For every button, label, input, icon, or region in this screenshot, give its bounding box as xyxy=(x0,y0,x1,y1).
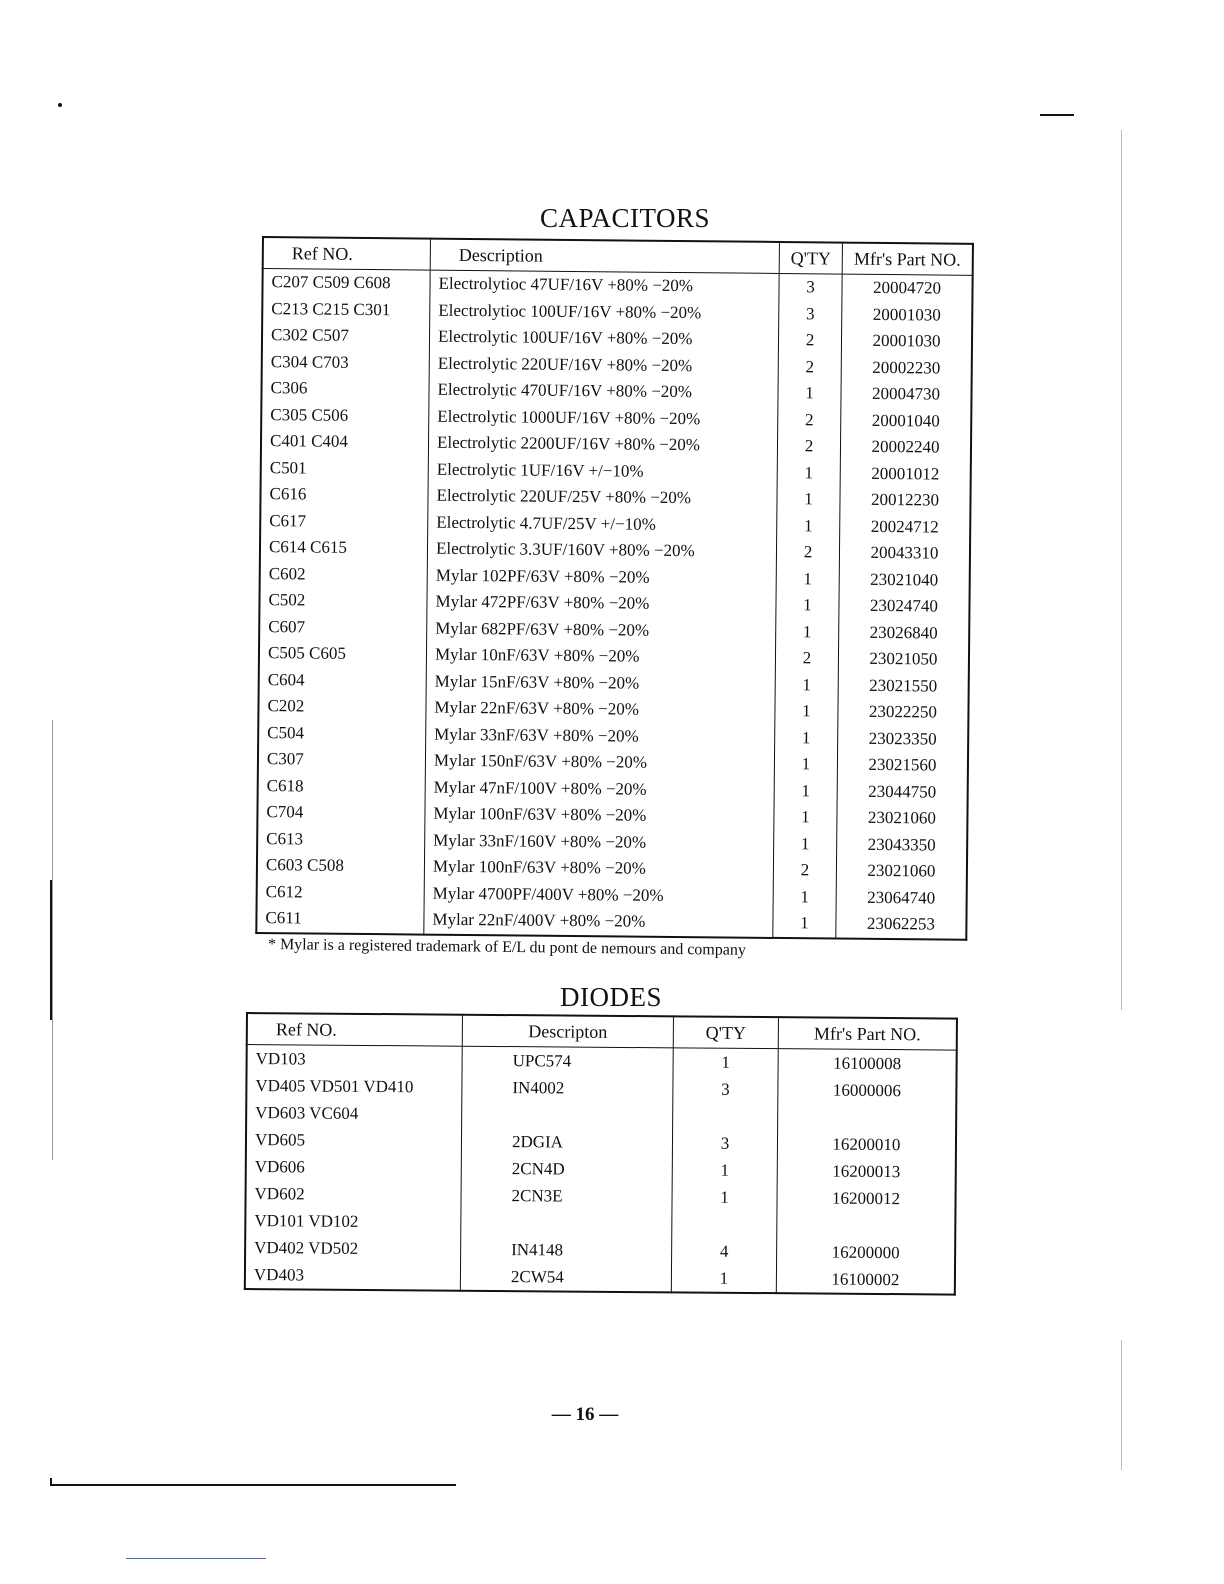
capacitor-part-cell: 23021550 xyxy=(869,675,938,696)
diode-description-column xyxy=(460,1046,673,1292)
bottom-left-tick xyxy=(50,1478,52,1486)
diode-qty-cell: 1 xyxy=(721,1052,730,1072)
diode-desc-cell: 2CN3E xyxy=(511,1186,563,1206)
capacitor-desc-cell: Mylar 47nF/100V +80% −20% xyxy=(433,777,647,799)
diode-part-cell: 16100008 xyxy=(833,1053,902,1074)
capacitor-qty-cell: 1 xyxy=(805,383,814,403)
capacitor-ref-cell: C504 xyxy=(267,722,305,742)
capacitor-part-cell: 23021060 xyxy=(867,860,936,881)
diode-qty-cell xyxy=(672,1210,776,1238)
capacitor-ref-cell: C207 C509 C608 xyxy=(271,272,391,293)
diode-header-description: Descripton xyxy=(462,1015,673,1048)
diode-desc-cell xyxy=(511,1209,671,1237)
capacitor-desc-cell: Mylar 4700PF/400V +80% −20% xyxy=(432,883,664,905)
diode-header-part-no: Mfr's Part NO. xyxy=(778,1017,957,1050)
scan-dash xyxy=(1040,114,1074,116)
capacitor-desc-cell: Electrolytioc 100UF/16V +80% −20% xyxy=(438,300,702,322)
capacitor-qty-cell: 1 xyxy=(802,701,811,721)
diode-part-cell xyxy=(778,1103,955,1131)
capacitor-desc-cell: Mylar 100nF/63V +80% −20% xyxy=(433,803,647,825)
capacitor-part-cell: 20004730 xyxy=(871,383,941,404)
capacitor-qty-cell: 1 xyxy=(801,807,810,827)
diode-desc-cell: IN4148 xyxy=(511,1240,564,1260)
capacitor-part-cell: 20012230 xyxy=(870,489,940,510)
diode-desc-cell: UPC574 xyxy=(512,1051,572,1071)
capacitor-part-cell: 20001030 xyxy=(872,304,941,325)
qty-column xyxy=(773,273,842,938)
capacitor-ref-cell: C202 xyxy=(267,696,305,716)
capacitor-qty-cell: 1 xyxy=(803,568,813,588)
left-margin-line xyxy=(52,720,53,1160)
description-column xyxy=(424,270,779,937)
capacitor-part-cell: 20024712 xyxy=(870,516,939,537)
diode-qty-cell xyxy=(673,1102,777,1130)
capacitor-ref-cell: C213 C215 C301 xyxy=(271,298,391,319)
capacitor-qty-cell: 2 xyxy=(800,860,810,880)
capacitor-desc-cell: Electrolytic 1000UF/16V +80% −20% xyxy=(437,406,701,428)
diode-part-no-column xyxy=(776,1049,956,1295)
capacitor-part-cell: 23043350 xyxy=(867,834,936,854)
header-description: Description xyxy=(430,239,779,274)
right-margin-line xyxy=(1121,130,1122,1010)
diode-qty-cell: 4 xyxy=(719,1241,729,1261)
diode-desc-cell: 2CN4D xyxy=(511,1159,565,1179)
capacitor-desc-cell: Mylar 100nF/63V +80% −20% xyxy=(432,856,646,878)
capacitor-part-cell: 23044750 xyxy=(868,781,937,801)
capacitor-qty-cell: 1 xyxy=(800,886,810,906)
capacitor-ref-cell: C302 C507 xyxy=(270,325,350,345)
bottom-left-rule xyxy=(50,1484,456,1486)
capacitor-ref-cell: C616 xyxy=(269,484,307,504)
diode-part-cell: 16000006 xyxy=(832,1080,901,1101)
diode-ref-cell: VD605 xyxy=(254,1130,306,1150)
capacitor-desc-cell: Mylar 472PF/63V +80% −20% xyxy=(435,591,650,613)
header-ref: Ref NO. xyxy=(263,237,431,270)
diode-desc-cell: IN4002 xyxy=(512,1078,565,1098)
capacitors-table xyxy=(255,236,974,940)
capacitor-qty-cell: 1 xyxy=(803,595,812,615)
header-qty: Q'TY xyxy=(779,242,842,274)
capacitor-desc-cell: Mylar 33nF/160V +80% −20% xyxy=(433,830,647,852)
capacitor-part-cell: 23021560 xyxy=(868,754,937,775)
capacitor-qty-cell: 1 xyxy=(802,674,812,694)
capacitor-desc-cell: Electrolytic 470UF/16V +80% −20% xyxy=(437,379,693,402)
diode-qty-column xyxy=(671,1048,778,1293)
diode-ref-cell: VD603 VC604 xyxy=(255,1103,359,1123)
capacitor-qty-cell: 3 xyxy=(806,277,815,297)
diode-ref-cell: VD405 VD501 VD410 xyxy=(255,1076,414,1097)
diodes-title: DIODES xyxy=(560,982,662,1012)
capacitor-qty-cell: 2 xyxy=(804,409,814,429)
diode-header-qty: Q'TY xyxy=(673,1016,778,1048)
capacitor-desc-cell: Mylar 102PF/63V +80% −20% xyxy=(435,565,650,587)
diode-part-cell: 16200000 xyxy=(831,1242,900,1263)
capacitor-ref-cell: C612 xyxy=(265,881,303,901)
diode-ref-cell: VD101 VD102 xyxy=(254,1211,359,1231)
capacitor-desc-cell: Electrolytic 4.7UF/25V +/−10% xyxy=(436,512,656,534)
capacitor-desc-cell: Mylar 22nF/400V +80% −20% xyxy=(432,909,646,931)
diode-ref-cell: VD602 xyxy=(254,1184,305,1204)
diode-part-cell: 16200012 xyxy=(831,1188,901,1209)
capacitor-ref-cell: C304 C703 xyxy=(270,351,349,372)
capacitor-ref-cell: C607 xyxy=(268,616,306,636)
capacitor-qty-cell: 1 xyxy=(803,515,813,535)
diodes-table xyxy=(244,1012,958,1296)
capacitor-qty-cell: 1 xyxy=(801,727,811,747)
bottom-blue-line xyxy=(126,1558,266,1559)
capacitor-desc-cell: Electrolytioc 47UF/16V +80% −20% xyxy=(438,273,694,296)
capacitor-part-cell: 20043310 xyxy=(870,542,939,563)
capacitor-ref-cell: C501 xyxy=(269,457,307,477)
capacitor-qty-cell: 2 xyxy=(805,356,815,376)
capacitor-ref-cell: C305 C506 xyxy=(270,404,349,425)
right-margin-line-lower xyxy=(1121,1340,1122,1470)
capacitor-part-cell: 23021050 xyxy=(869,648,938,669)
capacitor-qty-cell: 2 xyxy=(803,542,813,562)
diode-ref-cell: VD606 xyxy=(254,1157,305,1177)
diode-qty-cell: 1 xyxy=(720,1187,729,1207)
capacitor-desc-cell: Mylar 150nF/63V +80% −20% xyxy=(433,750,648,772)
capacitor-desc-cell: Electrolytic 2200UF/16V +80% −20% xyxy=(436,432,701,455)
diode-ref-cell: VD403 xyxy=(253,1265,305,1285)
capacitor-desc-cell: Mylar 10nF/63V +80% −20% xyxy=(434,644,640,666)
diode-qty-cell: 1 xyxy=(720,1160,730,1180)
diode-ref-column xyxy=(245,1045,462,1291)
capacitor-ref-cell: C604 xyxy=(267,669,305,689)
scan-dot xyxy=(58,103,62,107)
capacitor-ref-cell: C611 xyxy=(265,908,302,928)
capacitor-ref-cell: C502 xyxy=(268,590,306,610)
capacitor-qty-cell: 2 xyxy=(805,330,815,350)
diode-desc-cell xyxy=(512,1101,672,1129)
capacitor-ref-cell: C603 C508 xyxy=(265,855,344,875)
capacitor-desc-cell: Electrolytic 220UF/16V +80% −20% xyxy=(437,353,693,375)
capacitor-desc-cell: Mylar 15nF/63V +80% −20% xyxy=(434,671,640,693)
capacitor-part-cell: 23022250 xyxy=(868,701,938,722)
capacitor-desc-cell: Electrolytic 100UF/16V +80% −20% xyxy=(437,326,693,349)
diode-qty-cell: 3 xyxy=(721,1079,730,1099)
capacitor-part-cell: 20001030 xyxy=(872,330,941,351)
capacitor-part-cell: 20002240 xyxy=(871,436,940,457)
ref-column xyxy=(256,269,430,935)
capacitor-qty-cell: 1 xyxy=(801,780,811,800)
capacitor-part-cell: 20004720 xyxy=(872,277,942,298)
capacitor-qty-cell: 1 xyxy=(804,489,813,509)
diode-part-cell: 16100002 xyxy=(831,1269,900,1290)
capacitors-title: CAPACITORS xyxy=(540,203,711,233)
capacitor-ref-cell: C613 xyxy=(266,828,304,848)
capacitor-qty-cell: 1 xyxy=(801,754,811,774)
diode-desc-cell: 2DGIA xyxy=(511,1132,564,1152)
capacitor-desc-cell: Mylar 33nF/63V +80% −20% xyxy=(434,724,639,746)
capacitor-qty-cell: 1 xyxy=(802,621,812,641)
capacitor-ref-cell: C401 C404 xyxy=(269,431,349,451)
capacitor-qty-cell: 1 xyxy=(800,913,809,933)
capacitor-ref-cell: C505 C605 xyxy=(267,643,347,663)
capacitor-ref-cell: C704 xyxy=(266,802,304,822)
diode-desc-cell: 2CW54 xyxy=(510,1267,564,1287)
mylar-footnote: * Mylar is a registered trademark of E/L du pont de nemours and company xyxy=(267,936,747,959)
capacitor-qty-cell: 1 xyxy=(804,462,814,482)
diode-part-cell: 16200013 xyxy=(832,1161,901,1182)
capacitor-part-cell: 23024740 xyxy=(869,595,939,616)
part-no-column xyxy=(836,274,973,939)
header-part-no: Mfr's Part NO. xyxy=(842,243,973,276)
capacitor-ref-cell: C618 xyxy=(266,775,304,795)
capacitor-desc-cell: Mylar 22nF/63V +80% −20% xyxy=(434,697,640,719)
capacitor-part-cell: 23026840 xyxy=(869,622,938,643)
capacitor-ref-cell: C306 xyxy=(270,378,308,398)
diode-qty-cell: 1 xyxy=(719,1268,729,1288)
capacitor-ref-cell: C307 xyxy=(266,749,304,769)
capacitor-qty-cell: 2 xyxy=(804,436,814,456)
diode-ref-cell: VD103 xyxy=(255,1049,306,1069)
capacitor-part-cell: 20001040 xyxy=(871,410,940,431)
diode-header-ref: Ref NO. xyxy=(247,1013,463,1046)
capacitor-part-cell: 23021040 xyxy=(870,569,939,590)
capacitor-qty-cell: 3 xyxy=(805,303,815,323)
capacitor-part-cell: 23023350 xyxy=(868,728,937,748)
capacitor-qty-cell: 2 xyxy=(802,648,812,668)
capacitor-qty-cell: 1 xyxy=(800,833,810,853)
capacitor-ref-cell: C614 C615 xyxy=(268,537,348,557)
capacitor-desc-cell: Electrolytic 220UF/25V +80% −20% xyxy=(436,485,692,508)
capacitor-part-cell: 23021060 xyxy=(867,807,937,828)
capacitor-desc-cell: Electrolytic 1UF/16V +/−10% xyxy=(436,459,644,481)
diode-part-cell: 16200010 xyxy=(832,1134,901,1155)
capacitor-part-cell: 20002230 xyxy=(872,357,941,378)
capacitor-desc-cell: Mylar 682PF/63V +80% −20% xyxy=(435,618,650,640)
diode-part-cell xyxy=(777,1211,954,1239)
page-number: — 16 — xyxy=(551,1404,619,1425)
diode-ref-cell: VD402 VD502 xyxy=(254,1238,359,1258)
capacitor-ref-cell: C617 xyxy=(269,510,307,530)
capacitor-part-cell: 20001012 xyxy=(871,463,940,484)
capacitor-desc-cell: Electrolytic 3.3UF/160V +80% −20% xyxy=(435,538,695,561)
diode-qty-cell: 3 xyxy=(720,1133,730,1153)
capacitor-part-cell: 23064740 xyxy=(867,887,936,907)
capacitor-ref-cell: C602 xyxy=(268,563,306,583)
capacitor-part-cell: 23062253 xyxy=(866,913,936,934)
